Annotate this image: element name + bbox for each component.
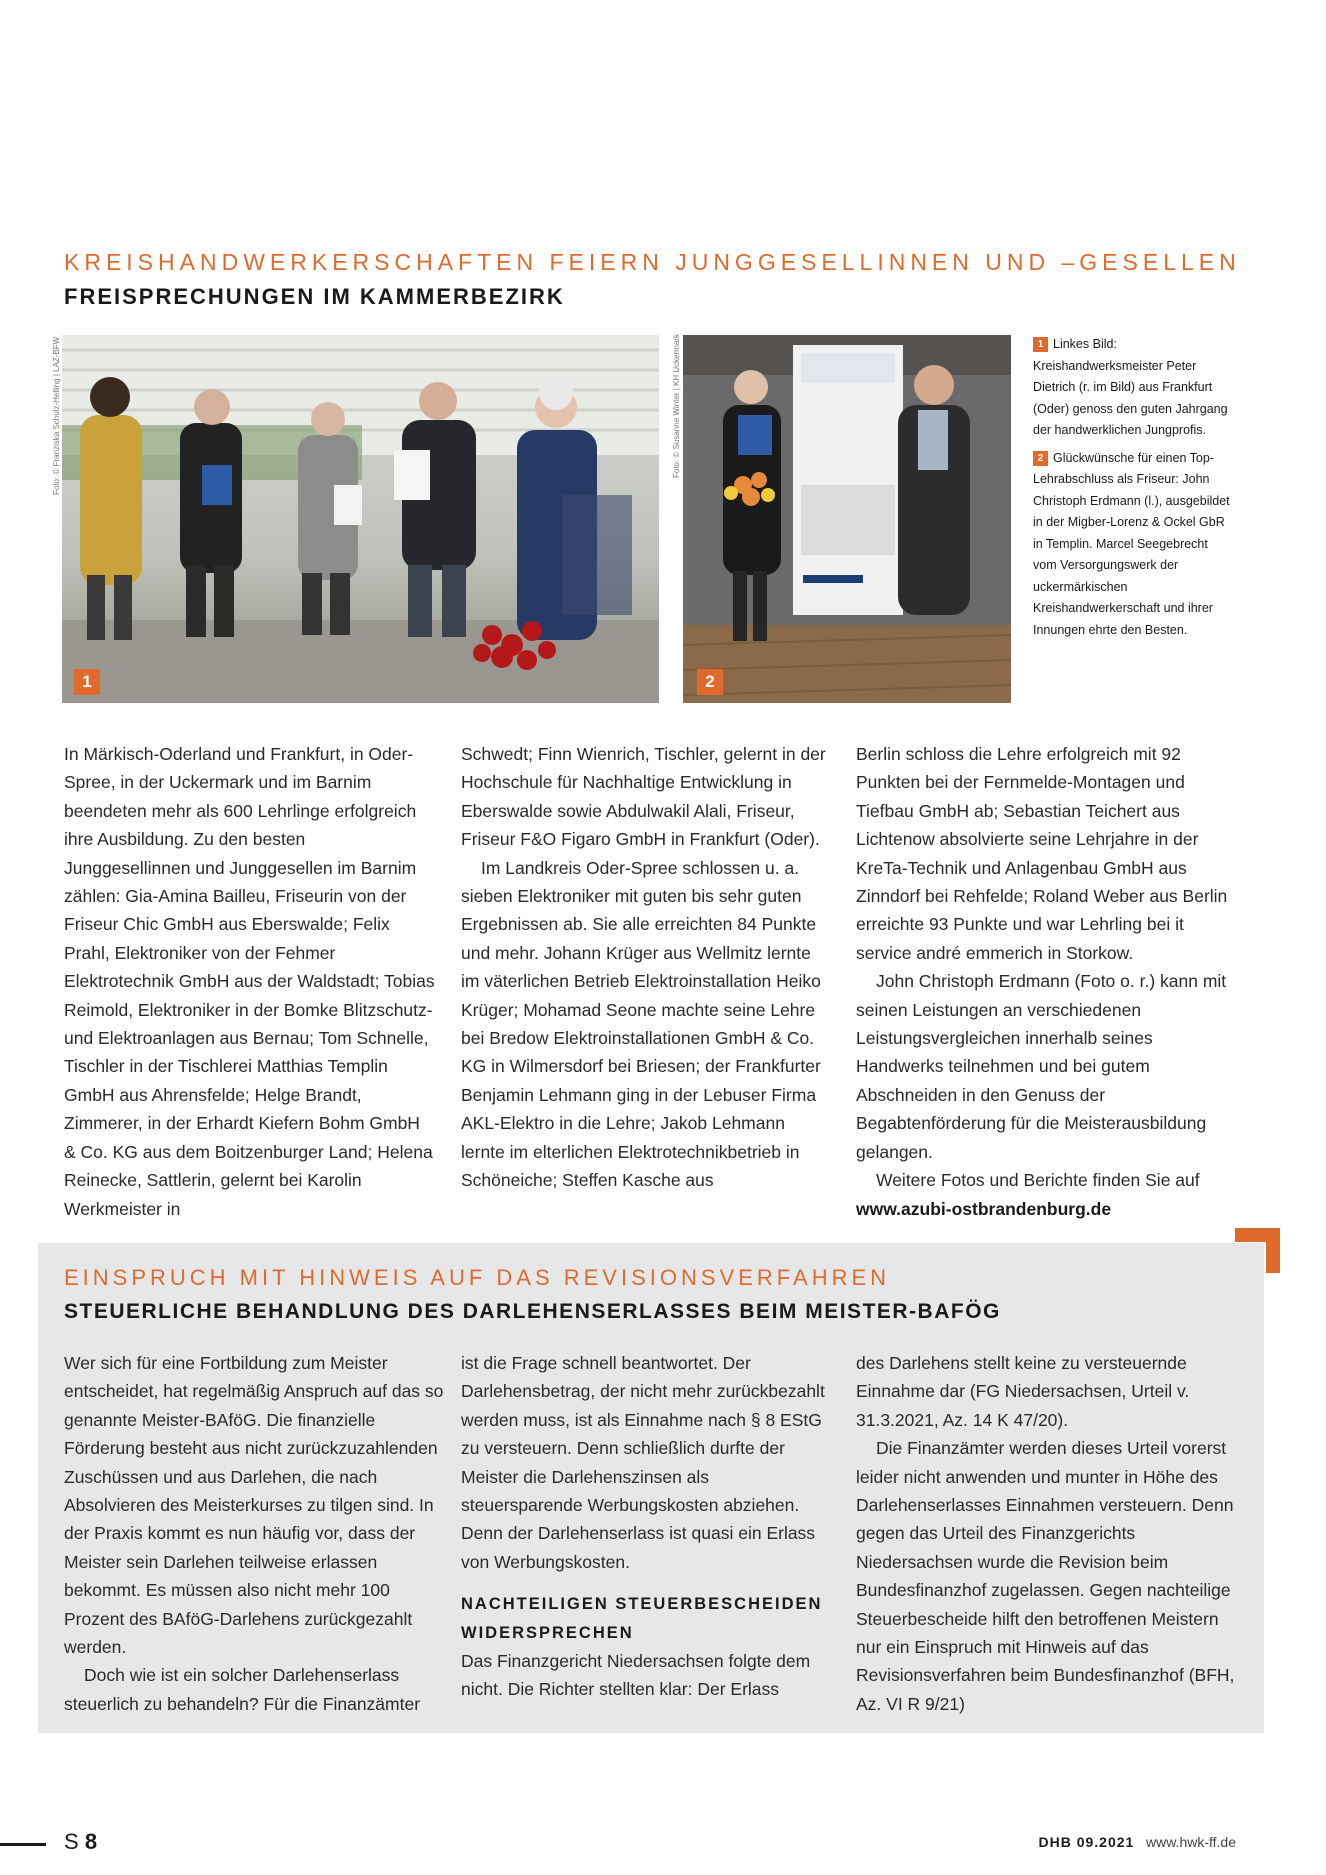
article-headline: FREISPRECHUNGEN IM KAMMERBEZIRK [64,284,565,309]
footer-website[interactable]: www.hwk-ff.de [1146,1834,1236,1850]
box-corner-accent [1235,1228,1280,1273]
footer-rule [0,1843,46,1846]
article-column-1 [64,740,436,1223]
photo-badge-2: 2 [697,669,723,695]
box-col2-paragraph-2: Das Finanzgericht Niedersachsen folgte dem nicht. Die Richter stellten klar: Der Erlass [461,1651,811,1700]
article-col3-paragraph-2: John Christoph Erdmann (Foto o. r.) kann mit seinen Leistungen an verschiedenen Leistungsvergleichen innerhalb seines Handwerks teilnehmen und bei gutem Abschneiden in den Genuss der Begabtenförderung für die Meisterausbildung gelangen. [856,971,1227,1162]
caption-badge-1: 1 [1033,337,1048,352]
article-col1-paragraph: In Märkisch-Oderland und Frankfurt, in Oder-Spree, in der Uckermark und im Barnim beendeten mehr als 600 Lehrlinge erfolgreich ihre Ausbildung. Zu den besten Junggesellinnen und Junggesellen im Barnim zählen: Gia-Amina Bailleu, Friseurin von der Friseur Chic GmbH aus Eberswalde; Felix Prahl, Elektroniker von der Fehmer Elektrotechnik GmbH aus der Waldstadt; Tobias Reimold, Elektroniker in der Bomke Blitzschutz- und Elektroanlagen aus Bernau; Tom Schnelle, Tischler in der Tischlerei Matthias Templin GmbH aus Ahrensfelde; Helge Brandt, Zimmerer, in der Erhardt Kiefern Bohm GmbH & Co. KG aus dem Boitzenburger Land; Helena Reinecke, Sattlerin, gelernt bei Karolin Werkmeister in [64,744,435,1219]
box-col1-paragraph-1: Wer sich für eine Fortbildung zum Meister entscheidet, hat regelmäßig Anspruch auf das so genannte Meister-BAföG. Die finanzielle Förderung besteht aus nicht zurückzuzahlenden Zuschüssen und aus Darlehen, die nach Absolvieren des Meisterkurses zu tilgen sind. In der Praxis kommt es nun häufig vor, dass der Meister sein Darlehen teilweise erlassen bekommt. Es müssen also nicht mehr 100 Prozent des BAföG-Darlehens zurückgezahlt werden. [64,1353,444,1658]
box-col3-paragraph-2: Die Finanzämter werden dieses Urteil vorerst leider nicht anwenden und munter in Höhe des Darlehenserlasses Einnahmen versteuern. Denn gegen das Urteil des Finanzgerichts Niedersachsen wurde die Revision beim Bundesfinanzhof zugelassen. Gegen nachteilige Steuerbescheide hilft den betroffenen Meistern nur ein Einspruch mit Hinweis auf das Revisionsverfahren beim Bundesfinanzhof (BFH, Az. VI R 9/21) [856,1438,1235,1714]
box-headline: STEUERLICHE BEHANDLUNG DES DARLEHENSERLASSES BEIM MEISTER-BAFÖG [64,1300,1001,1323]
article-col3-paragraph-1: Berlin schloss die Lehre erfolgreich mit 92 Punkten bei der Fernmelde-Montagen und Tiefbau GmbH ab; Sebastian Teichert aus Lichtenow absolvierte seine Lehrjahre in der KreTa-Technik und Anlagenbau GmbH aus Zinndorf bei Rehfelde; Roland Weber aus Berlin erreichte 93 Punkte und war Lehrling bei it service andré emmerich in Storkow. [856,744,1228,963]
box-col1-paragraph-2: Doch wie ist ein solcher Darlehenserlass steuerlich zu behandeln? Für die Finanzämter [64,1665,421,1714]
article-col2-paragraph-1: Schwedt; Finn Wienrich, Tischler, gelernt in der Hochschule für Nachhaltige Entwicklung in Eberswalde sowie Abdulwakil Alali, Friseur, Friseur F&O Figaro GmbH in Frankfurt (Oder). [461,744,826,850]
box-column-1 [64,1349,444,1718]
caption-1-text: Linkes Bild: Kreishandwerksmeister Peter Dietrich (r. im Bild) aus Frankfurt (Oder) genoss den guten Jahrgang der handwerklichen Jungprofis. [1033,337,1228,437]
box-column-2 [461,1349,833,1704]
caption-2-text: Glückwünsche für einen Top-Lehrabschluss als Friseur: John Christoph Erdmann (l.), ausgebildet in der Migber-Lorenz & Ockel GbR in Templin. Marcel Seegebrecht vom Versorgungswerk der uckermärkischen Kreishandwerkerschaft und ihrer Innungen ehrte den Besten. [1033,450,1230,637]
caption-badge-2: 2 [1033,451,1048,466]
page-number-value: 8 [84,1829,98,1854]
article-kicker: KREISHANDWERKERSCHAFTEN FEIERN JUNGGESELLINNEN UND –GESELLEN [64,249,1241,275]
caption-1 [1033,334,1233,442]
page-prefix: S [64,1829,79,1854]
box-column-3 [856,1349,1236,1718]
article-col2-paragraph-2: Im Landkreis Oder-Spree schlossen u. a. sieben Elektroniker mit guten bis sehr guten Ergebnissen ab. Sie alle erreichten 84 Punkte und mehr. Johann Krüger aus Wellmitz lernte im väterlichen Betrieb Elektroinstallation Heiko Krüger; Mohamad Seone machte seine Lehre bei Bredow Elektroinstallationen GmbH & Co. KG in Wilmersdorf bei Briesen; der Frankfurter Benjamin Lehmann ging in der Lebuser Firma AKL-Elektro in die Lehre; Jakob Lehmann lernte im elterlichen Elektrotechnikbetrieb in Schöneiche; Steffen Kasche aus [461,857,821,1191]
box-col2-paragraph-1: ist die Frage schnell beantwortet. Der Darlehensbetrag, der nicht mehr zurückbezahlt werden muss, ist als Einnahme nach § 8 EStG zu versteuern. Denn schließlich durfte der Meister die Darlehenszinsen als steuersparende Werbungskosten abziehen. Denn der Darlehenserlass ist quasi ein Erlass von Werbungskosten. [461,1353,825,1572]
box-col3-paragraph-1: des Darlehens stellt keine zu versteuernde Einnahme dar (FG Niedersachsen, Urteil v. 31.3.2021, Az. 14 K 47/20). [856,1353,1190,1430]
article-column-2 [461,740,833,1195]
article-col3-paragraph-3: Weitere Fotos und Berichte finden Sie auf [876,1170,1200,1191]
photo-credit-1: Foto: © Franziska Schulz-Helling | LAZ-BFW [52,336,61,495]
photo-credit-2: Foto: © Susanne Winter | KH Uckermark [672,333,681,478]
caption-2 [1033,448,1233,642]
box-subheading: NACHTEILIGEN STEUERBESCHEIDEN WIDERSPRECHEN [461,1595,823,1642]
website-link[interactable]: www.azubi-ostbrandenburg.de [856,1198,1112,1219]
article-column-3 [856,740,1236,1223]
photo-hairdresser-award [683,335,1011,703]
issue-label: DHB 09.2021 [1038,1834,1135,1850]
box-kicker: EINSPRUCH MIT HINWEIS AUF DAS REVISIONSVERFAHREN [64,1265,891,1290]
footer-info [1039,1834,1237,1850]
photo-graduates-group [62,335,659,703]
photo-badge-1: 1 [74,669,100,695]
photo-captions [1033,334,1233,641]
page-number [64,1829,97,1855]
